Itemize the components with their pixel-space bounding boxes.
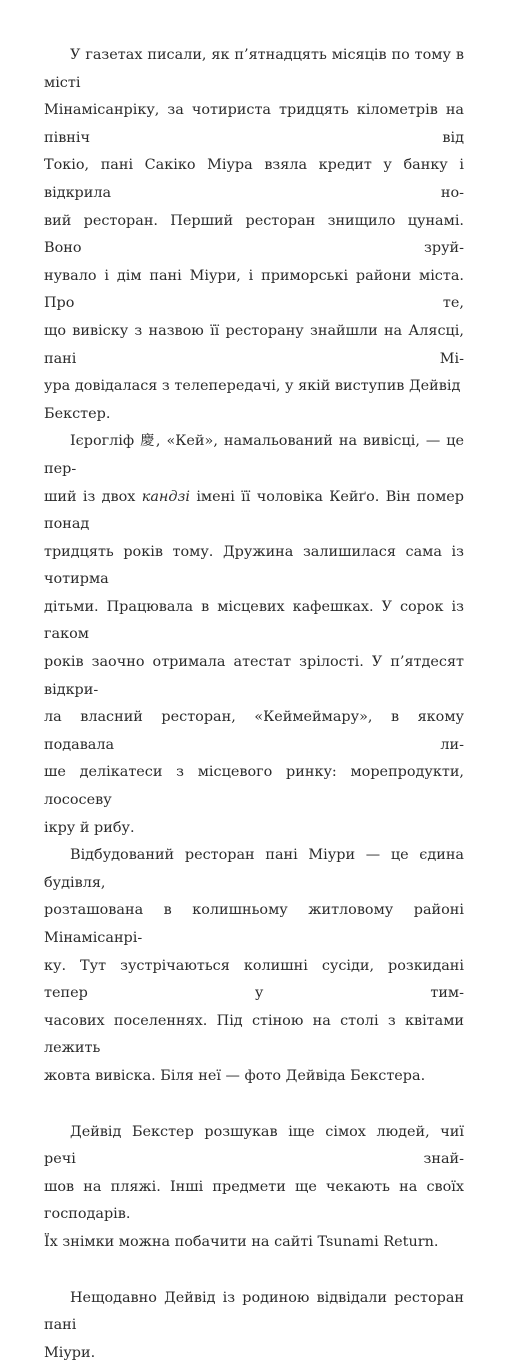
section-gap bbox=[44, 1257, 464, 1285]
text-line: Міури. bbox=[44, 1344, 96, 1361]
text-line: У газетах писали, як п’ятнадцять місяців по тому в місті bbox=[44, 47, 464, 91]
paragraph-2 bbox=[44, 428, 464, 842]
text-line: часових поселеннях. Під стіною на столі з квітами лежить bbox=[44, 1012, 464, 1057]
text-line: Токіо, пані Сакіко Міура взяла кредит у банку і відкрила но- bbox=[44, 157, 464, 201]
text-line: ла власний ресторан, «Кеймеймару», в якому подавала ли- bbox=[44, 709, 464, 753]
paragraph-3 bbox=[44, 842, 464, 1090]
emphasis: кандзі bbox=[141, 488, 190, 505]
text-line: ку. Тут зустрічаються колишні сусіди, розкидані тепер у тим- bbox=[44, 957, 464, 1002]
text-line: Дейвід Бекстер розшукав іще сімох людей, чиї речі знай- bbox=[44, 1123, 464, 1168]
paragraph-5 bbox=[44, 1285, 464, 1367]
text-line: тридцять років тому. Дружина залишилася сама із чотирма bbox=[44, 543, 464, 588]
paragraph-4 bbox=[44, 1119, 464, 1257]
text-line: Мінамісанріку, за чотириста тридцять кілометрів на північ від bbox=[44, 102, 464, 146]
text-line: Їх знімки можна побачити на сайті Tsunami Return. bbox=[44, 1233, 439, 1250]
paragraph-1 bbox=[44, 42, 464, 428]
text-line: ший із двох кандзі імені її чоловіка Кейґо. Він помер понад bbox=[44, 488, 464, 533]
text-line: дітьми. Працювала в місцевих кафешках. У сорок із гаком bbox=[44, 598, 464, 643]
section-gap bbox=[44, 1091, 464, 1119]
text-line: шов на пляжі. Інші предмети ще чекають на своїх господарів. bbox=[44, 1178, 464, 1223]
text-line: жовта вивіска. Біля неї — фото Дейвіда Бекстера. bbox=[44, 1067, 426, 1084]
text-line: років заочно отримала атестат зрілості. У п’ятдесят відкри- bbox=[44, 654, 464, 698]
text-line: вий ресторан. Перший ресторан знищило цунамі. Воно зруй- bbox=[44, 212, 464, 257]
text-line: ура довідалася з телепередачі, у якій виступив Дейвід Бекстер. bbox=[44, 378, 461, 422]
text-line: що вивіску з назвою її ресторану знайшли на Алясці, пані Мі- bbox=[44, 322, 464, 367]
text-line: Нещодавно Дейвід із родиною відвідали ресторан пані bbox=[44, 1289, 464, 1334]
text-line: Ієрогліф 慶, «Кей», намальований на вивісці, — це пер- bbox=[44, 433, 464, 477]
article-page bbox=[44, 42, 464, 1367]
text-line: нувало і дім пані Міури, і приморські райони міста. Про те, bbox=[44, 267, 464, 312]
text-line: розташована в колишньому житловому районі Мінамісанрі- bbox=[44, 902, 464, 946]
text-line: ікру й рибу. bbox=[44, 819, 135, 836]
text-line: Відбудований ресторан пані Міури — це єдина будівля, bbox=[44, 847, 464, 891]
text-line: ше делікатеси з місцевого ринку: морепродукти, лососеву bbox=[44, 764, 464, 809]
